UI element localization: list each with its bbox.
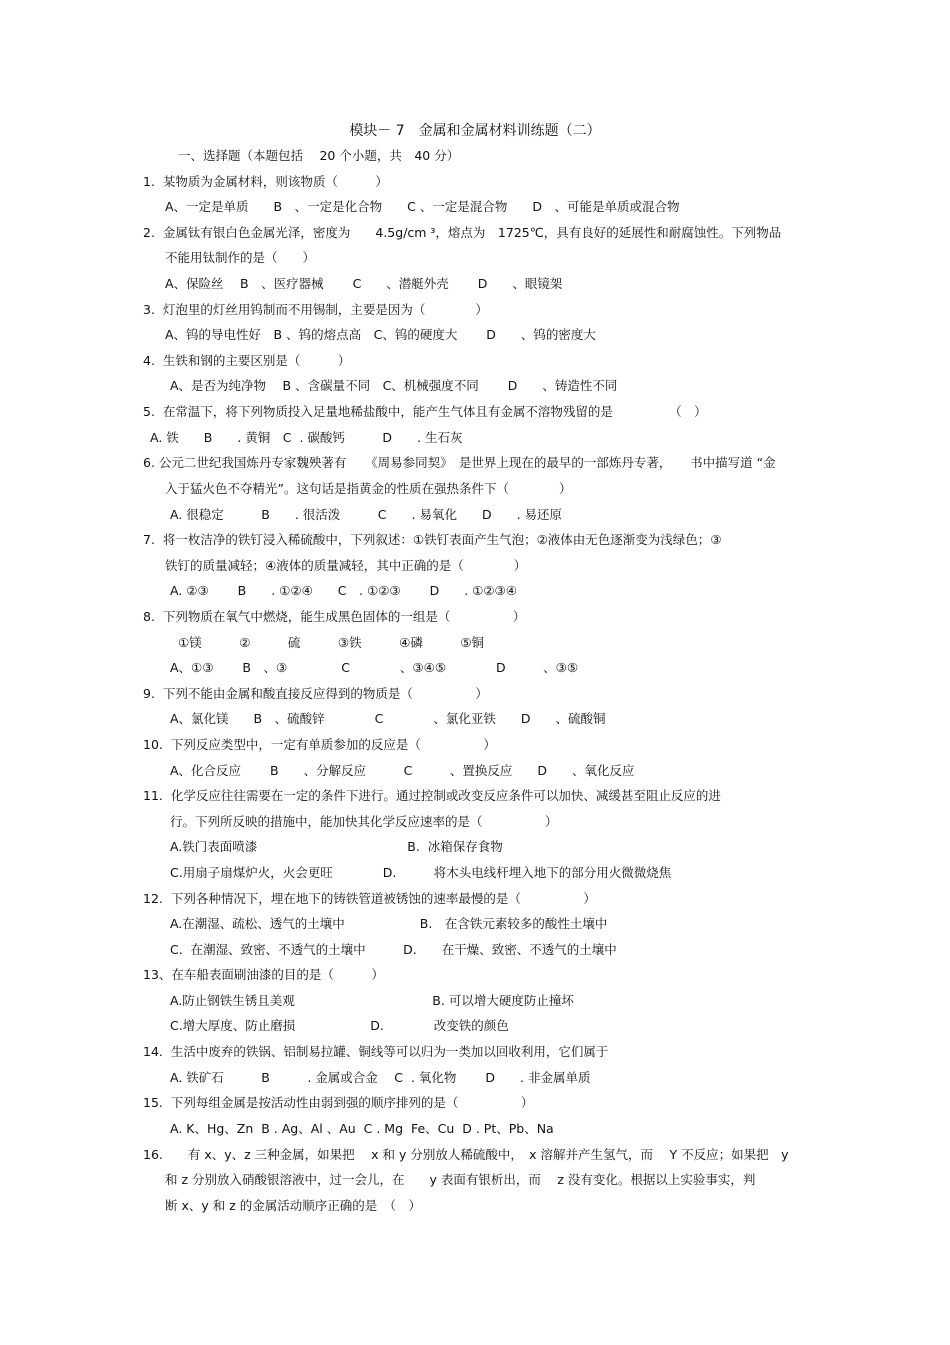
question-line: 12. 下列各种情况下，埋在地下的铸铁管道被锈蚀的速率最慢的是（ ） (143, 891, 596, 906)
question-line: A.在潮湿、疏松、透气的土壤中 B. 在含铁元素较多的酸性土壤中 (170, 916, 608, 931)
question-line: A.防止钢铁生锈且美观 B. 可以增大硬度防止撞坏 (170, 993, 574, 1008)
question-line: A、保险丝 B 、医疗器械 C 、潜艇外壳 D 、眼镜架 (165, 276, 563, 291)
question-line: 13、在车船表面刷油漆的目的是（ ） (143, 967, 384, 982)
question-line: A、一定是单质 B 、一定是化合物 C 、一定是混合物 D 、可能是单质或混合物 (165, 199, 680, 214)
question-line: A. ②③ B . ①②④ C . ①②③ D . ①②③④ (170, 583, 517, 598)
question-line: A、①③ B 、③ C 、③④⑤ D 、③⑤ (170, 660, 579, 675)
question-line: 和 z 分别放入硝酸银溶液中，过一会儿，在 y 表面有银析出，而 z 没有变化。根据以上实验事实，判 (165, 1172, 756, 1187)
question-line: 9. 下列不能由金属和酸直接反应得到的物质是（ ） (143, 686, 488, 701)
question-line: A、氯化镁 B 、硫酸锌 C 、氯化亚铁 D 、硫酸铜 (170, 711, 606, 726)
question-line: A. 很稳定 B . 很活泼 C . 易氧化 D . 易还原 (170, 507, 563, 522)
question-line: 不能用钛制作的是（ ） (165, 250, 316, 265)
question-line: 铁钉的质量减轻；④液体的质量减轻，其中正确的是（ ） (165, 558, 527, 573)
question-line: 1. 某物质为金属材料，则该物质（ ） (143, 174, 388, 189)
question-line: 10. 下列反应类型中，一定有单质参加的反应是（ ） (143, 737, 496, 752)
question-line: 8. 下列物质在氧气中燃烧，能生成黑色固体的一组是（ ） (143, 609, 526, 624)
question-line: A、化合反应 B 、分解反应 C 、置换反应 D 、氧化反应 (170, 763, 635, 778)
question-line: 14. 生活中废弃的铁锅、铝制易拉罐、铜线等可以归为一类加以回收利用，它们属于 (143, 1044, 609, 1059)
section-heading: 一、选择题（本题包括 20 个小题，共 40 分） (178, 148, 460, 163)
question-line: C. 在潮湿、致密、不透气的土壤中 D. 在干燥、致密、不透气的土壤中 (170, 942, 617, 957)
question-line: ①镁 ② 硫 ③铁 ④磷 ⑤铜 (178, 635, 485, 650)
question-line: A、是否为纯净物 B 、含碳量不同 C、机械强度不同 D 、铸造性不同 (170, 378, 618, 393)
question-line: 16. 有 x、y、z 三种金属，如果把 x 和 y 分别放人稀硫酸中， x 溶解并产生氢气，而 Y 不反应；如果把 y (143, 1147, 789, 1162)
question-line: 5. 在常温下，将下列物质投入足量地稀盐酸中，能产生气体且有金属不溶物残留的是 （ ） (143, 404, 707, 419)
question-line: 3. 灯泡里的灯丝用钨制而不用锡制，主要是因为（ ） (143, 302, 488, 317)
question-line: A. 铁矿石 B . 金属或合金 C . 氧化物 D . 非金属单质 (170, 1070, 591, 1085)
question-line: 6. 公元二世纪我国炼丹专家魏殃著有 《周易参同契》 是世界上现在的最早的一部炼丹专著， 书中描写道 “金 (143, 455, 776, 470)
question-line: C.增大厚度、防止磨损 D. 改变铁的颜色 (170, 1018, 509, 1033)
question-line: 11. 化学反应往往需要在一定的条件下进行。通过控制或改变反应条件可以加快、减缓甚至阻止反应的进 (143, 788, 721, 803)
question-line: C.用扇子扇煤炉火，火会更旺 D. 将木头电线杆埋入地下的部分用火微微烧焦 (170, 865, 672, 880)
question-line: 断 x、y 和 z 的金属活动顺序正确的是 （ ） (165, 1198, 422, 1213)
question-line: A、钨的导电性好 B 、钨的熔点高 C、钨的硬度大 D 、钨的密度大 (165, 327, 596, 342)
question-line: 2. 金属钛有银白色金属光泽，密度为 4.5g/cm ³，熔点为 1725℃，具有良好的延展性和耐腐蚀性。下列物品 (143, 225, 782, 240)
question-line: 4. 生铁和钢的主要区别是（ ） (143, 353, 351, 368)
question-line: 入于猛火色不夺精光”。这句话是指黄金的性质在强热条件下（ ） (165, 481, 572, 496)
page-title: 模块－ 7 金属和金属材料训练题（二） (349, 123, 601, 139)
question-line: A. K、Hg、Zn B . Ag、Al 、Au C . Mg Fe、Cu D . Pt、Pb、Na (170, 1121, 554, 1136)
question-line: A. 铁 B . 黄铜 C . 碳酸钙 D . 生石灰 (150, 430, 463, 445)
question-line: 行。下列所反映的措施中，能加快其化学反应速率的是（ ） (170, 814, 558, 829)
question-line: 15. 下列每组金属是按活动性由弱到强的顺序排列的是（ ） (143, 1095, 534, 1110)
question-line: A.铁门表面喷漆 B. 冰箱保存食物 (170, 839, 503, 854)
question-line: 7. 将一枚洁净的铁钉浸入稀硫酸中，下列叙述：①铁钉表面产生气泡；②液体由无色逐渐变为浅绿色；③ (143, 532, 722, 547)
